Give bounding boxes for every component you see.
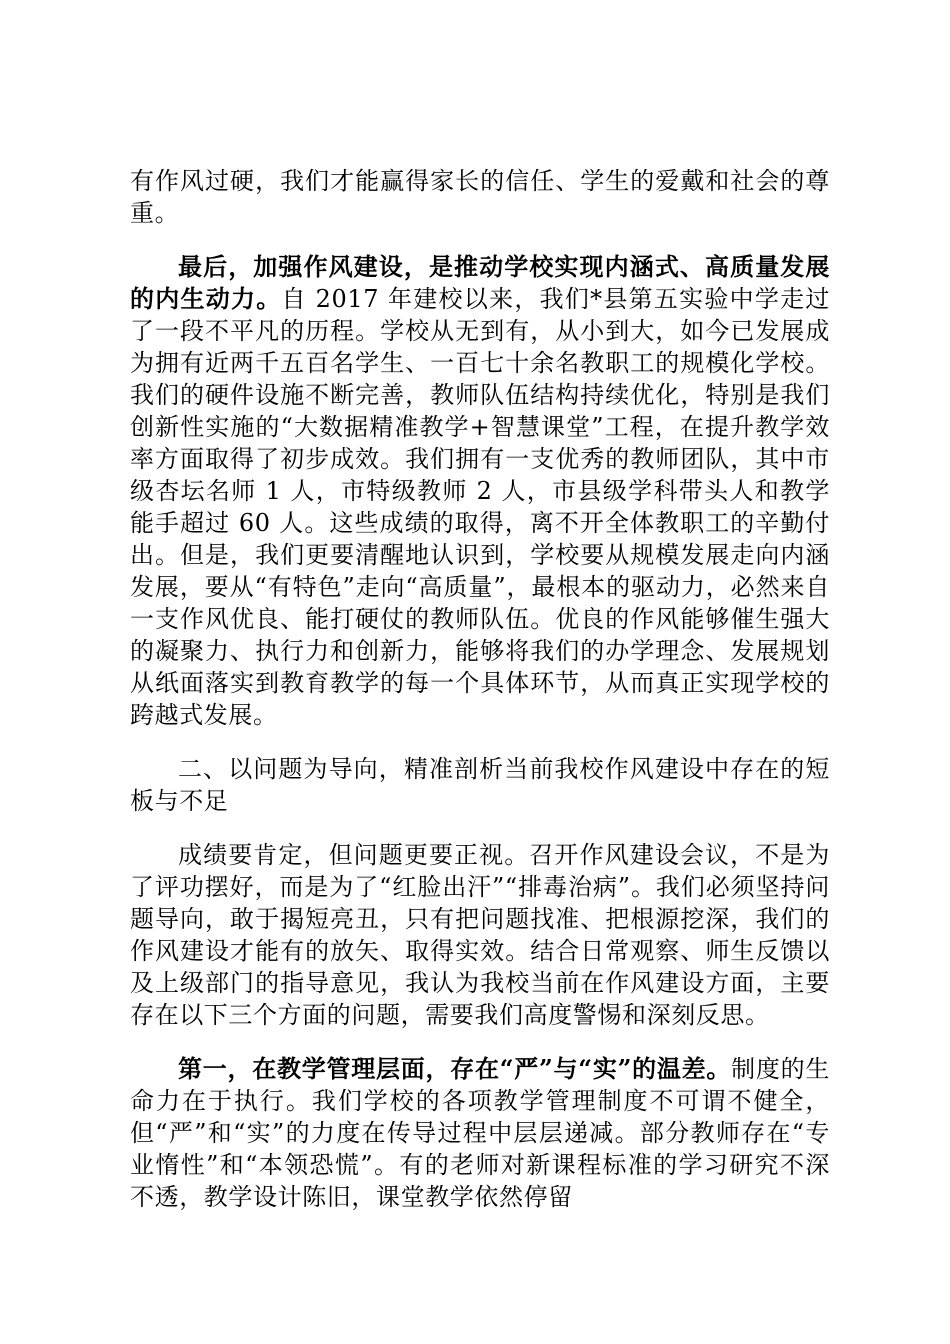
section-heading <box>130 753 830 817</box>
paragraph-lead-sentence: 最后，加强作风建设，是推动学校实现内涵式、高质量发展的内生动力。 <box>130 252 830 313</box>
paragraph-lead-sentence: 第一，在教学管理层面，存在“严”与“实”的温差。 <box>178 1054 732 1083</box>
paragraph-first-problem <box>130 1053 830 1213</box>
section-heading-text: 二、以问题为导向，精准剖析当前我校作风建设中存在的短板与不足 <box>130 755 830 815</box>
paragraph-continuation <box>130 165 830 229</box>
paragraph-text: 制度的生命力在于执行。我们学校的各项教学管理制度不可谓不健全，但“严”和“实”的力度在传导过程中层层递减。部分教师存在“专业惰性”和“本领恐慌”。有的老师对新课程标准的学习研究不深不透，教学设计陈旧，课堂教学依然停留 <box>130 1055 830 1211</box>
paragraph-text: 成绩要肯定，但问题更要正视。召开作风建设会议，不是为了评功摆好，而是为了“红脸出汗”“排毒治病”。我们必须坚持问题导向，敢于揭短亮丑，只有把问题找准、把根源挖深，我们的作风建设才能有的放矢、取得实效。结合日常观察、师生反馈以及上级部门的指导意见，我认为我校当前在作风建设方面，主要存在以下三个方面的问题，需要我们高度警惕和深刻反思。 <box>130 841 830 1029</box>
paragraph-problem-intro <box>130 839 830 1031</box>
document-page <box>130 165 830 1213</box>
paragraph-text: 有作风过硬，我们才能赢得家长的信任、学生的爱戴和社会的尊重。 <box>130 167 830 227</box>
paragraph-final-point <box>130 251 830 731</box>
paragraph-text: 自 2017 年建校以来，我们*县第五实验中学走过了一段不平凡的历程。学校从无到有，从小到大，如今已发展成为拥有近两千五百名学生、一百七十余名教职工的规模化学校。我们的硬件设施不断完善，教师队伍结构持续优化，特别是我们创新性实施的“大数据精准教学+智慧课堂”工程，在提升教学效率方面取得了初步成效。我们拥有一支优秀的教师团队，其中市级杏坛名师 1 人，市特级教师 2 人，市县级学科带头人和教学能手超过 60 人。这些成绩的取得，离不开全体教职工的辛勤付出。但是，我们更要清醒地认识到，学校要从规模发展走向内涵发展，要从“有特色”走向“高质量”，最根本的驱动力，必然来自一支作风优良、能打硬仗的教师队伍。优良的作风能够催生强大的凝聚力、执行力和创新力，能够将我们的办学理念、发展规划从纸面落实到教育教学的每一个具体环节，从而真正实现学校的跨越式发展。 <box>130 285 830 729</box>
